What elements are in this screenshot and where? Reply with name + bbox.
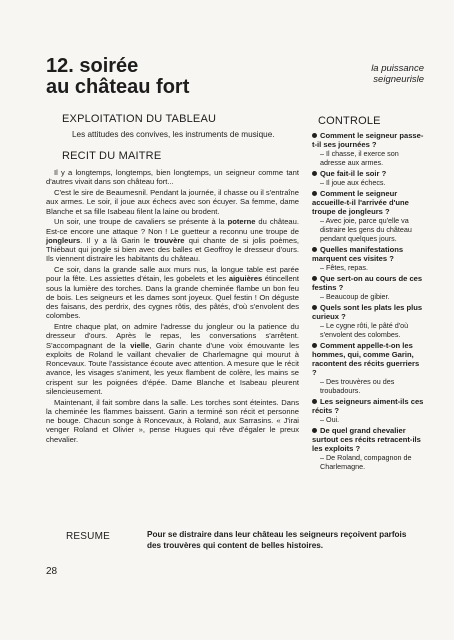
recit-text: étincellent sous la lumière des torches. Dans la grande cheminée flambe un bon feu de bois. Les seigneurs et les dames sont joyeux. Quel festin ! On déguste des faisans, des perdrix, des cygnes rôtis, des pâtés, d'où s'envolent des colombes.	[46, 274, 300, 321]
bullet-icon	[312, 171, 317, 176]
page-number: 28	[46, 566, 58, 577]
recit-heading: RECIT DU MAITRE	[62, 150, 162, 162]
controle-answer: – Il chasse, il exerce son adresse aux armes.	[320, 149, 399, 167]
recit-paragraph	[46, 322, 299, 396]
recit-body	[46, 168, 299, 445]
controle-question-text: Comment le seigneur passe-t-il ses journées ?	[312, 131, 424, 149]
recit-paragraph	[46, 398, 299, 444]
glossary-term: trouvère	[154, 235, 185, 245]
bullet-icon	[312, 428, 317, 433]
recit-text: . Il y a là Garin le	[80, 235, 155, 245]
controle-item	[312, 131, 424, 167]
controle-answer: – Le cygne rôti, le pâté d'où s'envolent des colombes.	[320, 321, 409, 339]
controle-item	[312, 341, 424, 395]
recit-text: C'est le sire de Beaumesnil. Pendant la journée, il chasse ou il s'entraîne aux armes. Le soir, il joue aux échecs avec son écuyer. Sa femme, dame Blanche et sa fille Isabeau filent la laine ou brodent.	[46, 188, 299, 216]
glossary-term: poterne	[227, 217, 256, 227]
theme-tag-continued: seigneurisle	[373, 74, 424, 85]
bullet-icon	[312, 133, 317, 138]
controle-question-text: Quels sont les plats les plus curieux ?	[312, 303, 423, 321]
controle-question-text: Que sert-on au cours de ces festins ?	[312, 274, 423, 292]
recit-text: Entre chaque plat, on admire l'adresse du jongleur ou la patience du dresseur d'ours. Après le repas, les conversations s'arrêtent. S'accompagnant de la	[46, 322, 299, 350]
glossary-term: vielle	[130, 340, 150, 350]
bullet-icon	[312, 305, 317, 310]
recit-text: Un soir, une troupe de cavaliers se présente à la	[54, 217, 228, 227]
chapter-title-continued: au château fort	[46, 76, 190, 98]
controle-question	[312, 131, 424, 149]
bullet-icon	[312, 399, 317, 404]
controle-question	[312, 303, 424, 321]
theme-tag: la puissance	[371, 63, 424, 74]
controle-answer: – Oui.	[320, 415, 340, 424]
exploitation-subtitle: Les attitudes des convives, les instruments de musique.	[72, 130, 275, 139]
controle-question-text: Comment appelle-t-on les hommes, qui, comme Garin, racontent des récits guerriers ?	[312, 341, 420, 377]
resume-heading: RESUME	[66, 531, 110, 542]
exploitation-heading: EXPLOITATION DU TABLEAU	[62, 113, 217, 125]
recit-paragraph	[46, 168, 299, 187]
controle-answer: – Il joue aux échecs.	[320, 178, 386, 187]
controle-answer: – Des trouvères ou des troubadours.	[320, 377, 395, 395]
recit-paragraph	[46, 217, 299, 263]
controle-question-text: Comment le seigneur accueille-t-il l'arrivée d'une troupe de jongleurs ?	[312, 189, 409, 216]
controle-question	[312, 189, 424, 216]
controle-question	[312, 426, 424, 453]
controle-item	[312, 274, 424, 301]
bullet-icon	[312, 276, 317, 281]
bullet-icon	[312, 247, 317, 252]
bullet-icon	[312, 191, 317, 196]
recit-paragraph	[46, 188, 299, 216]
chapter-title: 12. soirée	[46, 55, 139, 77]
controle-answer: – Avec joie, parce qu'elle va distraire les gens du château pendant quelques jours.	[320, 216, 412, 243]
controle-question-text: Que fait-il le soir ?	[320, 169, 387, 178]
recit-text: Il y a longtemps, longtemps, bien longtemps, un seigneur comme tant d'autres vivait dans son château fort...	[46, 168, 299, 187]
controle-item	[312, 426, 424, 471]
recit-text: Maintenant, il fait sombre dans la salle. Les torches sont éteintes. Dans la cheminée les flammes baissent. Garin a terminé son récit et personne ne bouge. Chacun songe à Roncevaux, à Roland, aux Sarrasins. « J'irai venger Roland et Olivier », pense Hugues qui rêve d'égaler le preux chevalier.	[46, 397, 299, 444]
recit-text: du château. Est-ce encore une attaque ? Non ! Le guetteur a reconnu une troupe de	[46, 217, 299, 236]
glossary-term: aiguières	[228, 274, 263, 284]
controle-heading: CONTROLE	[318, 115, 381, 127]
controle-answer: – De Roland, compagnon de Charlemagne.	[320, 453, 412, 471]
resume-text: Pour se distraire dans leur château les seigneurs reçoivent parfois des trouvères qui content de belles histoires.	[147, 530, 407, 550]
controle-question	[312, 397, 424, 415]
recit-paragraph	[46, 265, 299, 321]
recit-text: Ce soir, dans la grande salle aux murs nus, la longue table est parée pour la fête. Les assiettes d'étain, les gobelets et les	[46, 265, 299, 284]
controle-list	[312, 131, 424, 473]
controle-answer: – Beaucoup de gibier.	[320, 292, 390, 301]
controle-question-text: Les seigneurs aiment-ils ces récits ?	[312, 397, 424, 415]
controle-question	[312, 274, 424, 292]
controle-question-text: De quel grand chevalier surtout ces récits retracent-ils les exploits ?	[312, 426, 421, 453]
controle-item	[312, 303, 424, 339]
recit-text: , Garin chante d'une voix émouvante les exploits de Roland le vaillant chevalier de Charlemagne qui mourut à Roncevaux. Toute l'assistance écoute avec attention. A mesure que le récit avance, les visages s'animent, les yeux flambent de colère, les mains se crispent sur les poignées d'épée. Dame Blanche et Isabeau pleurent silencieusement.	[46, 340, 299, 396]
controle-item	[312, 397, 424, 424]
controle-item	[312, 245, 424, 272]
controle-item	[312, 189, 424, 243]
glossary-term: jongleurs	[46, 235, 81, 245]
recit-text: qui chante de si jolis poèmes, Thiébaut qui jongle si bien avec des balles et Geoffroy le dresseur d'ours. Ils viennent distraire les habitants du château.	[46, 235, 299, 264]
controle-item	[312, 169, 424, 187]
controle-question	[312, 245, 424, 263]
controle-answer: – Fêtes, repas.	[320, 263, 368, 272]
controle-question	[312, 169, 424, 178]
controle-question	[312, 341, 424, 377]
controle-question-text: Quelles manifestations marquent ces visites ?	[312, 245, 404, 263]
bullet-icon	[312, 343, 317, 348]
